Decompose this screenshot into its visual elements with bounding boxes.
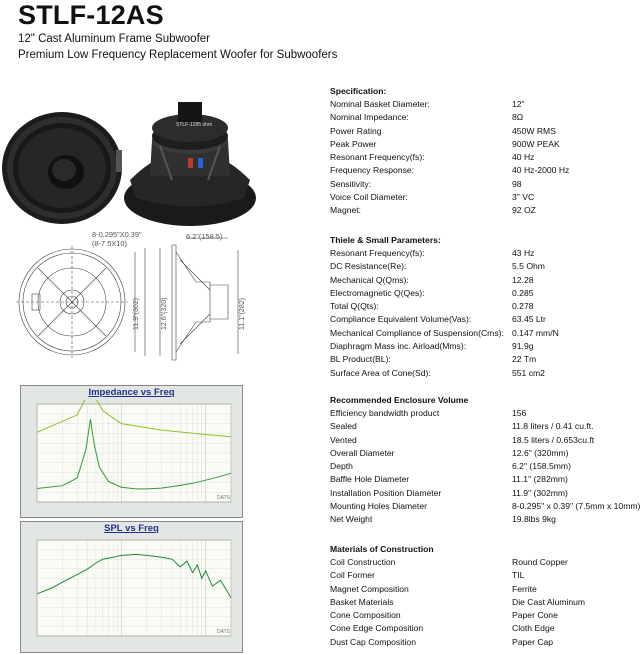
spec-value: 12.6" (320mm): [512, 447, 569, 458]
specification-heading: Specification:: [330, 86, 387, 96]
spec-row: [330, 367, 635, 380]
product-tagline: Premium Low Frequency Replacement Woofer for Subwoofers: [18, 49, 338, 61]
spec-value: 551 cm2: [512, 367, 545, 378]
spec-row: [330, 596, 635, 609]
overall-diameter-dim: 12.6"(320): [161, 297, 168, 330]
spec-label: Mechanical Q(Qms):: [330, 274, 409, 285]
spec-row: [330, 164, 635, 177]
spec-label: Power Rating: [330, 125, 382, 136]
spec-label: Nominal Basket Diameter:: [330, 99, 430, 109]
spec-value: 156: [512, 408, 527, 418]
spec-label: Cone Composition: [330, 610, 401, 621]
speaker-front-view: [2, 112, 122, 224]
spec-value: 40 Hz: [512, 152, 535, 163]
spec-label: Coil Construction: [330, 557, 396, 567]
spec-label: Basket Materials: [330, 596, 394, 607]
spec-label: Overall Diameter: [330, 447, 395, 458]
spec-value: 11.9" (302mm): [512, 487, 568, 498]
watermark-text: DATS: [217, 629, 230, 635]
spl-plot: [27, 536, 235, 646]
spec-row: [330, 609, 635, 622]
hole-dimension-mm: (8-7.5X10): [92, 239, 127, 248]
spec-label: Mounting Holes Diameter: [330, 501, 427, 512]
spec-row: [330, 556, 635, 569]
spec-label: Installation Position Diameter: [330, 487, 442, 498]
spec-label: BL Product(BL):: [330, 354, 391, 365]
spec-row: [330, 260, 635, 273]
spec-label: Surface Area of Cone(Sd):: [330, 367, 431, 378]
speaker-photo: [0, 80, 268, 230]
spec-value: TIL: [512, 570, 525, 581]
spec-value: 11.8 liters / 0.41 cu.ft.: [512, 421, 594, 432]
spec-row: [330, 622, 635, 635]
spec-value: 92 OZ: [512, 205, 536, 216]
spec-row: [330, 138, 635, 151]
dimension-drawing: [0, 230, 268, 375]
spec-row: [330, 98, 635, 111]
spec-value: 5.5 Ohm: [512, 261, 545, 272]
impedance-plot: [27, 400, 235, 512]
spec-value: 900W PEAK: [512, 138, 560, 149]
spec-value: Paper Cone: [512, 610, 558, 621]
spec-label: Dust Cap Composition: [330, 636, 416, 647]
spec-row: [330, 569, 635, 582]
product-subtitle: 12" Cast Aluminum Frame Subwoofer: [18, 33, 210, 45]
spec-value: 22 Tm: [512, 354, 537, 365]
spec-value: 40 Hz-2000 Hz: [512, 165, 570, 176]
spl-graph: [20, 521, 243, 653]
spec-value: 11.1" (282mm): [512, 474, 568, 485]
spec-row: [330, 353, 635, 366]
spec-row: [330, 125, 635, 138]
hole-dimension: 8-0.295"X0.39": [92, 230, 142, 239]
spec-value: 12": [512, 99, 525, 109]
enclosure-heading: Recommended Enclosure Volume: [330, 395, 469, 405]
spec-label: Total Q(Qts):: [330, 301, 379, 312]
spec-row: [330, 500, 640, 513]
spec-row: [330, 434, 635, 447]
spec-label: Baffle Hole Diameter: [330, 474, 410, 485]
materials-section: [330, 542, 635, 649]
spec-value: 6.2" (158.5mm): [512, 461, 571, 472]
spec-row: [330, 151, 635, 164]
spec-label: Peak Power: [330, 138, 377, 149]
baffle-hole-dim: 11.1"(282): [239, 298, 246, 330]
spec-label: Depth: [330, 461, 353, 472]
spec-value: 19.8lbs 9kg: [512, 514, 556, 525]
spec-label: Net Weight: [330, 514, 373, 525]
spec-label: Electromagnetic Q(Qes):: [330, 287, 425, 298]
speaker-back-view: [124, 102, 256, 226]
spec-row: [330, 407, 635, 420]
spec-row: [330, 178, 635, 191]
spec-row: [330, 247, 635, 260]
specification-section: [330, 84, 635, 218]
spec-label: Nominal Impedance:: [330, 112, 409, 123]
spec-row: [330, 274, 635, 287]
spec-row: [330, 636, 635, 649]
spec-row: [330, 287, 635, 300]
spec-row: [330, 300, 635, 313]
spec-label: Vented: [330, 434, 357, 445]
thiele-small-heading: Thiele & Small Parameters:: [330, 235, 441, 245]
thiele-small-section: [330, 233, 635, 380]
impedance-graph: [20, 385, 243, 518]
spec-row: [330, 204, 635, 217]
product-title: STLF-12AS: [18, 0, 164, 30]
spec-value: Die Cast Aluminum: [512, 596, 586, 607]
materials-heading: Materials of Construction: [330, 544, 434, 554]
spec-label: Cone Edge Composition: [330, 623, 424, 634]
spec-row: [330, 487, 635, 500]
spec-label: Compliance Equivalent Volume(Vas):: [330, 314, 472, 325]
spec-value: Ferrite: [512, 583, 537, 594]
spec-row: [330, 460, 635, 473]
watermark-text: DATS: [217, 495, 230, 501]
spec-row: [330, 473, 635, 486]
spec-label: Coil Former: [330, 570, 375, 581]
spec-value: Round Copper: [512, 557, 568, 567]
spec-label: Voice Coil Diameter:: [330, 192, 408, 203]
spec-label: Efficiency bandwidth product: [330, 408, 440, 418]
spec-row: [330, 111, 635, 124]
spec-label: DC Resistance(Re):: [330, 261, 407, 272]
spec-value: 18.5 liters / 0.653cu.ft: [512, 434, 595, 445]
spl-graph-title: SPL vs Freq: [104, 523, 159, 534]
spec-label: Resonant Frequency(fs):: [330, 248, 425, 258]
spec-value: Paper Cap: [512, 636, 554, 647]
spec-row: [330, 313, 635, 326]
spec-value: 8-0.295" x 0.39" (7.5mm x 10mm): [512, 501, 640, 512]
spec-value: Cloth Edge: [512, 623, 555, 634]
spec-value: 91.9g: [512, 341, 534, 352]
spec-label: Magnet Composition: [330, 583, 409, 594]
spec-value: 0.285: [512, 287, 534, 298]
spec-value: 3" VC: [512, 192, 535, 203]
spec-label: Resonant Frequency(fs):: [330, 152, 425, 163]
spec-row: [330, 340, 635, 353]
spec-value: 0.278: [512, 301, 534, 312]
depth-dimension: 6.2"(158.5): [186, 232, 223, 241]
spec-value: 8Ω: [512, 112, 524, 123]
installation-diameter-dim: 11.9"(302): [133, 298, 140, 330]
spec-label: Frequency Response:: [330, 165, 415, 176]
spec-row: [330, 583, 635, 596]
spec-label: Sensitivity:: [330, 178, 372, 189]
spec-label: Diaphragm Mass inc. Airload(Mms):: [330, 341, 467, 352]
spec-row: [330, 447, 635, 460]
spec-value: 98: [512, 178, 522, 189]
spec-value: 63.45 Ltr: [512, 314, 546, 325]
spec-value: 450W RMS: [512, 125, 556, 136]
spec-label: Sealed: [330, 421, 357, 432]
impedance-graph-title: Impedance vs Freq: [88, 387, 175, 398]
spec-label: Mechanical Compliance of Suspension(Cms):: [330, 327, 504, 338]
spec-value: 43 Hz: [512, 248, 535, 258]
spec-row: [330, 327, 635, 340]
magnet-label: STLF-1285 ohm: [176, 122, 213, 128]
spec-label: Magnet:: [330, 205, 362, 216]
spec-row: [330, 513, 635, 526]
enclosure-section: [330, 393, 640, 527]
spec-value: 0.147 mm/N: [512, 327, 559, 338]
spec-value: 12.28: [512, 274, 534, 285]
spec-row: [330, 191, 635, 204]
spec-row: [330, 420, 635, 433]
